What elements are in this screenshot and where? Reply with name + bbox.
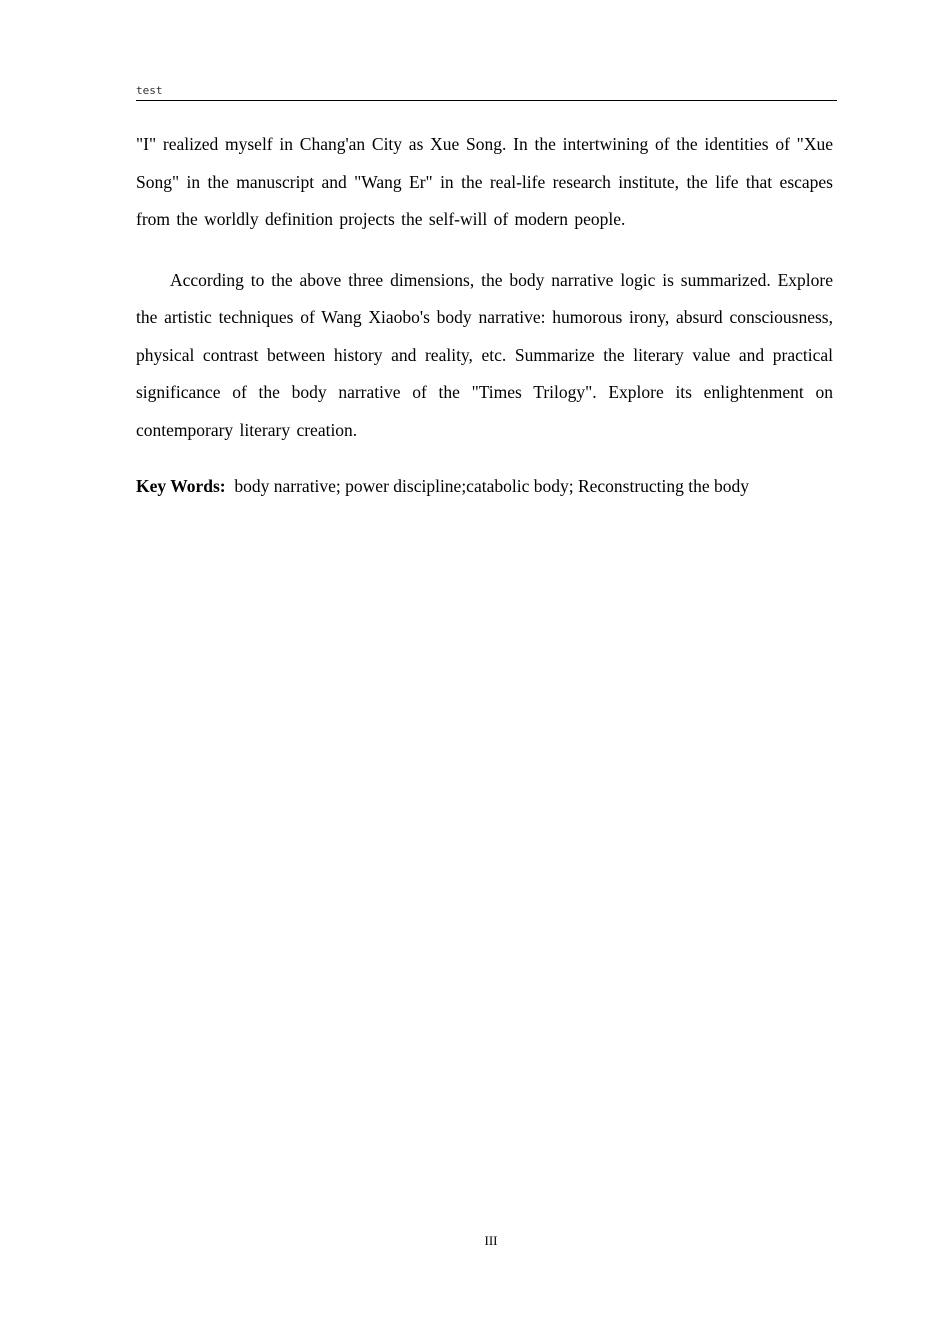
abstract-body [136,126,833,499]
paragraph-continuation: "I" realized myself in Chang'an City as Xue Song. In the intertwining of the identities of "Xue Song" in the manuscript and "Wang Er" in the real-life research institute, the life that escapes from the worldly definition projects the self-will of modern people. [136,134,833,229]
keywords-line [136,473,833,499]
page-number: III [484,1233,498,1248]
page-footer [0,1232,950,1250]
header-text: test [136,84,163,97]
paragraph-summary: According to the above three dimensions, the body narrative logic is summarized. Explore the artistic techniques of Wang Xiaobo's body narrative: humorous irony, absurd consciousness, physical contrast between history and reality, etc. Summarize the literary value and practical significance of the body narrative of the "Times Trilogy". Explore its enlightenment on contemporary literary creation. [136,269,833,440]
page-header [136,84,837,101]
keywords-label: Key Words: [136,476,226,496]
keywords-text: body narrative; power discipline;catabolic body; Reconstructing the body [234,476,750,496]
